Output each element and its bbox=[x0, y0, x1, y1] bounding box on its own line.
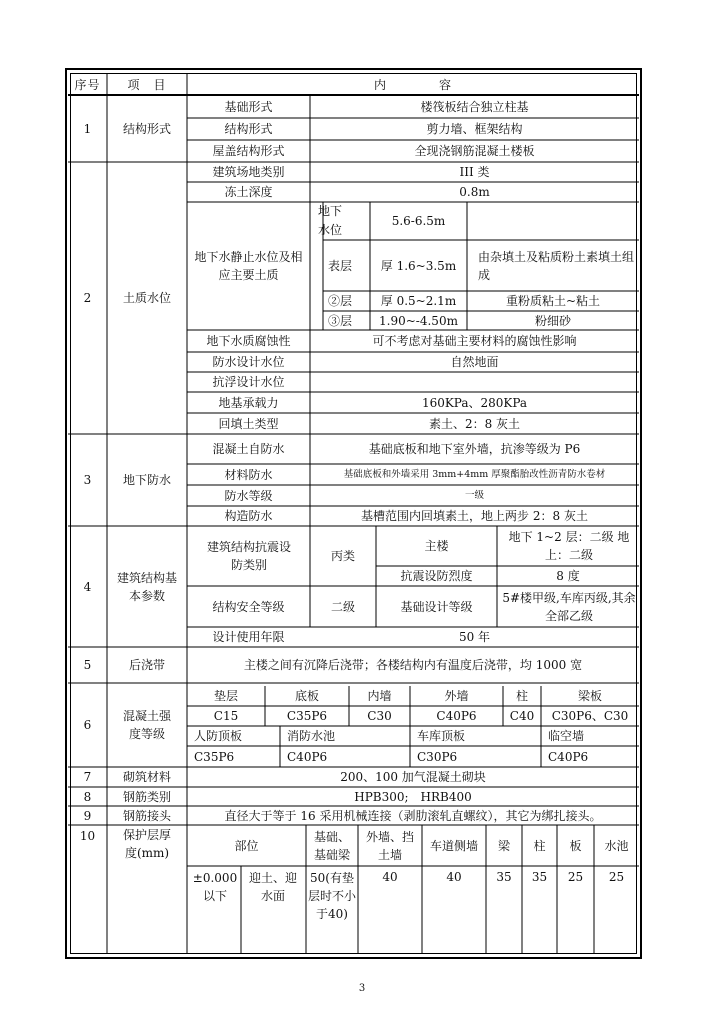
s1-value-structure: 剪力墙、框架结构 bbox=[426, 122, 523, 136]
s4-fdn-label: 基础设计等级 bbox=[400, 599, 473, 614]
s2-layer2-label: ②层 bbox=[327, 294, 352, 308]
s6-r2-label: 车库顶板 bbox=[417, 729, 466, 743]
s5-value: 主楼之间有沉降后浇带；各楼结构内有温度后浇带，均 1000 宽 bbox=[243, 658, 583, 672]
s4-life-label: 设计使用年限 bbox=[212, 630, 285, 644]
s6-r1-value: C15 bbox=[213, 709, 239, 723]
s2-layer2-thick: 厚 0.5~2.1m bbox=[380, 294, 457, 308]
s4-safety-value: 二级 bbox=[330, 599, 355, 614]
s10-value: 40 bbox=[446, 870, 462, 884]
s3-label-grade: 防水等级 bbox=[224, 488, 273, 503]
s3-value-construct: 基槽范围内回填素土，地上两步 2：8 灰土 bbox=[361, 509, 588, 523]
s10-header: 基础、基础梁 bbox=[313, 829, 350, 862]
s4-seismic-class: 丙类 bbox=[330, 549, 355, 563]
s7-value: 200、100 加气混凝土砌块 bbox=[340, 770, 486, 784]
s3-name: 地下防水 bbox=[122, 473, 171, 487]
s10-name: 保护层厚度(mm) bbox=[122, 828, 171, 860]
s4-safety-label: 结构安全等级 bbox=[212, 599, 285, 614]
s6-r1-value: C35P6 bbox=[286, 709, 328, 723]
header-item: 项 目 bbox=[127, 77, 167, 92]
page-number: 3 bbox=[358, 983, 366, 994]
s10-header: 外墙、挡土墙 bbox=[365, 829, 414, 862]
s5-no: 5 bbox=[83, 658, 92, 672]
s2-layer3-thick: 1.90~-4.50m bbox=[379, 313, 458, 328]
s2-bearing-value: 160KPa、280KPa bbox=[421, 395, 528, 410]
s6-r1-label: 底板 bbox=[294, 689, 319, 703]
s4-name: 建筑结构基本参数 bbox=[117, 570, 178, 603]
s2-layer2-desc: 重粉质粘土~粘土 bbox=[505, 294, 601, 308]
s6-r1-label: 内墙 bbox=[367, 689, 392, 703]
s6-r1-label: 柱 bbox=[515, 689, 528, 703]
s10-value: 40 bbox=[382, 870, 398, 884]
s4-intensity-value: 8 度 bbox=[556, 569, 580, 583]
s6-r2-value: C35P6 bbox=[194, 749, 235, 764]
s6-r2-value: C30P6 bbox=[417, 749, 458, 764]
s6-r1-value: C40 bbox=[509, 709, 535, 723]
s2-wp-level-value: 自然地面 bbox=[450, 355, 499, 369]
s3-value-grade: 一级 bbox=[464, 489, 484, 501]
s10-value: 25 bbox=[567, 870, 584, 884]
s10-header: 车道侧墙 bbox=[430, 838, 479, 853]
s2-surface-label: 表层 bbox=[327, 258, 352, 273]
s6-r1-label: 梁板 bbox=[577, 689, 602, 703]
s10-header: 水池 bbox=[604, 838, 629, 853]
s10-value: 25 bbox=[608, 870, 625, 884]
s6-r2-value: C40P6 bbox=[287, 749, 328, 764]
s6-r2-label: 人防顶板 bbox=[194, 729, 243, 743]
s4-fdn-value: 5#楼甲级,车库丙级,其余全部乙级 bbox=[502, 590, 636, 623]
s8-value: HPB300; HRB400 bbox=[354, 789, 472, 804]
s2-af-level-label: 抗浮设计水位 bbox=[212, 375, 285, 389]
s2-wp-level-label: 防水设计水位 bbox=[212, 355, 285, 369]
s2-layer3-label: ③层 bbox=[327, 313, 352, 328]
s3-value-material: 基础底板和外墙采用 3mm+4mm 厚聚酯胎改性沥青防水卷材 bbox=[343, 468, 606, 480]
s1-label-structure: 结构形式 bbox=[224, 122, 273, 136]
s10-header: 板 bbox=[569, 838, 582, 853]
s4-main-value: 地下 1~2 层：二级 地上：二级 bbox=[508, 530, 630, 562]
s6-no: 6 bbox=[83, 718, 92, 732]
s9-name: 钢筋接头 bbox=[122, 808, 171, 823]
s6-r1-label: 垫层 bbox=[213, 689, 238, 703]
s2-site-class-value: III 类 bbox=[459, 165, 490, 179]
s4-main-label: 主楼 bbox=[424, 539, 449, 553]
s2-corrosion-label: 地下水质腐蚀性 bbox=[206, 334, 291, 348]
s4-life-value: 50 年 bbox=[458, 630, 491, 644]
s2-frost-label: 冻土深度 bbox=[224, 185, 273, 199]
s6-r2-label: 消防水池 bbox=[287, 729, 336, 743]
s2-corrosion-value: 可不考虑对基础主要材料的腐蚀性影响 bbox=[372, 334, 577, 348]
s1-label-roof: 屋盖结构形式 bbox=[212, 144, 285, 158]
s6-r1-label: 外墙 bbox=[444, 689, 469, 703]
s2-gw-level-value: 5.6-6.5m bbox=[391, 214, 446, 228]
s5-name: 后浇带 bbox=[128, 658, 165, 672]
s1-value-foundation: 楼筏板结合独立柱基 bbox=[420, 99, 529, 114]
s2-gw-label: 地下水静止水位及相应主要土质 bbox=[194, 250, 303, 282]
s1-name: 结构形式 bbox=[122, 121, 171, 136]
s1-no: 1 bbox=[83, 121, 92, 136]
s2-site-class-label: 建筑场地类别 bbox=[212, 165, 285, 179]
s2-surface-desc: 由杂填土及粘质粉土素填土组成 bbox=[478, 249, 635, 282]
s9-value: 直径大于等于 16 采用机械连接（剥肋滚轧直螺纹），其它为绑扎接头。 bbox=[224, 808, 602, 823]
s10-header: 梁 bbox=[497, 838, 510, 853]
s1-value-roof: 全现浇钢筋混凝土楼板 bbox=[414, 144, 535, 158]
s6-r1-value: C40P6 bbox=[436, 709, 477, 723]
s10-header: 柱 bbox=[533, 838, 546, 853]
s10-part-label: 部位 bbox=[234, 838, 259, 853]
s1-label-foundation: 基础形式 bbox=[224, 99, 273, 114]
s7-no: 7 bbox=[83, 770, 92, 784]
s10-value: 35 bbox=[496, 870, 512, 884]
s7-name: 砌筑材料 bbox=[122, 770, 171, 784]
s2-bearing-label: 地基承载力 bbox=[218, 395, 279, 410]
header-content: 内 容 bbox=[373, 77, 452, 92]
s9-no: 9 bbox=[83, 808, 92, 823]
s2-gw-level-label: 地下水位 bbox=[317, 204, 342, 237]
s3-label-construct: 构造防水 bbox=[224, 509, 273, 523]
header-no: 序号 bbox=[74, 77, 101, 92]
s10-row-pos: ±0.000以下 bbox=[192, 871, 238, 903]
s4-no: 4 bbox=[83, 579, 92, 594]
s2-backfill-value: 素土、2：8 灰土 bbox=[428, 416, 521, 431]
s2-af-level-value bbox=[310, 372, 639, 392]
s8-name: 钢筋类别 bbox=[122, 789, 171, 804]
s6-r1-value: C30 bbox=[367, 709, 392, 723]
s10-value: 50(有垫层时不小于40) bbox=[308, 871, 357, 921]
s6-r2-label: 临空墙 bbox=[548, 729, 585, 743]
s10-no: 10 bbox=[79, 829, 96, 843]
s2-frost-value: 0.8m bbox=[459, 185, 490, 199]
s3-value-self: 基础底板和地下室外墙，抗渗等级为 P6 bbox=[368, 442, 581, 456]
s2-backfill-label: 回填土类型 bbox=[218, 416, 279, 431]
s10-row-face: 迎土、迎水面 bbox=[248, 871, 297, 903]
s2-no: 2 bbox=[83, 291, 92, 305]
s10-value: 35 bbox=[531, 870, 548, 884]
s8-no: 8 bbox=[83, 789, 92, 804]
s2-layer3-desc: 粉细砂 bbox=[534, 313, 571, 328]
s6-name: 混凝土强度等级 bbox=[122, 709, 171, 741]
s6-r1-value: C30P6、C30 bbox=[551, 709, 629, 723]
s2-name: 土质水位 bbox=[122, 291, 171, 305]
s3-label-material: 材料防水 bbox=[224, 467, 273, 482]
s6-r2-value: C40P6 bbox=[548, 749, 589, 764]
s2-surface-thick: 厚 1.6~3.5m bbox=[380, 258, 457, 273]
s4-intensity-label: 抗震设防烈度 bbox=[400, 569, 473, 583]
s3-no: 3 bbox=[83, 473, 92, 487]
s4-seismic-label: 建筑结构抗震设防类别 bbox=[207, 540, 292, 572]
s3-label-self: 混凝土自防水 bbox=[212, 442, 285, 456]
